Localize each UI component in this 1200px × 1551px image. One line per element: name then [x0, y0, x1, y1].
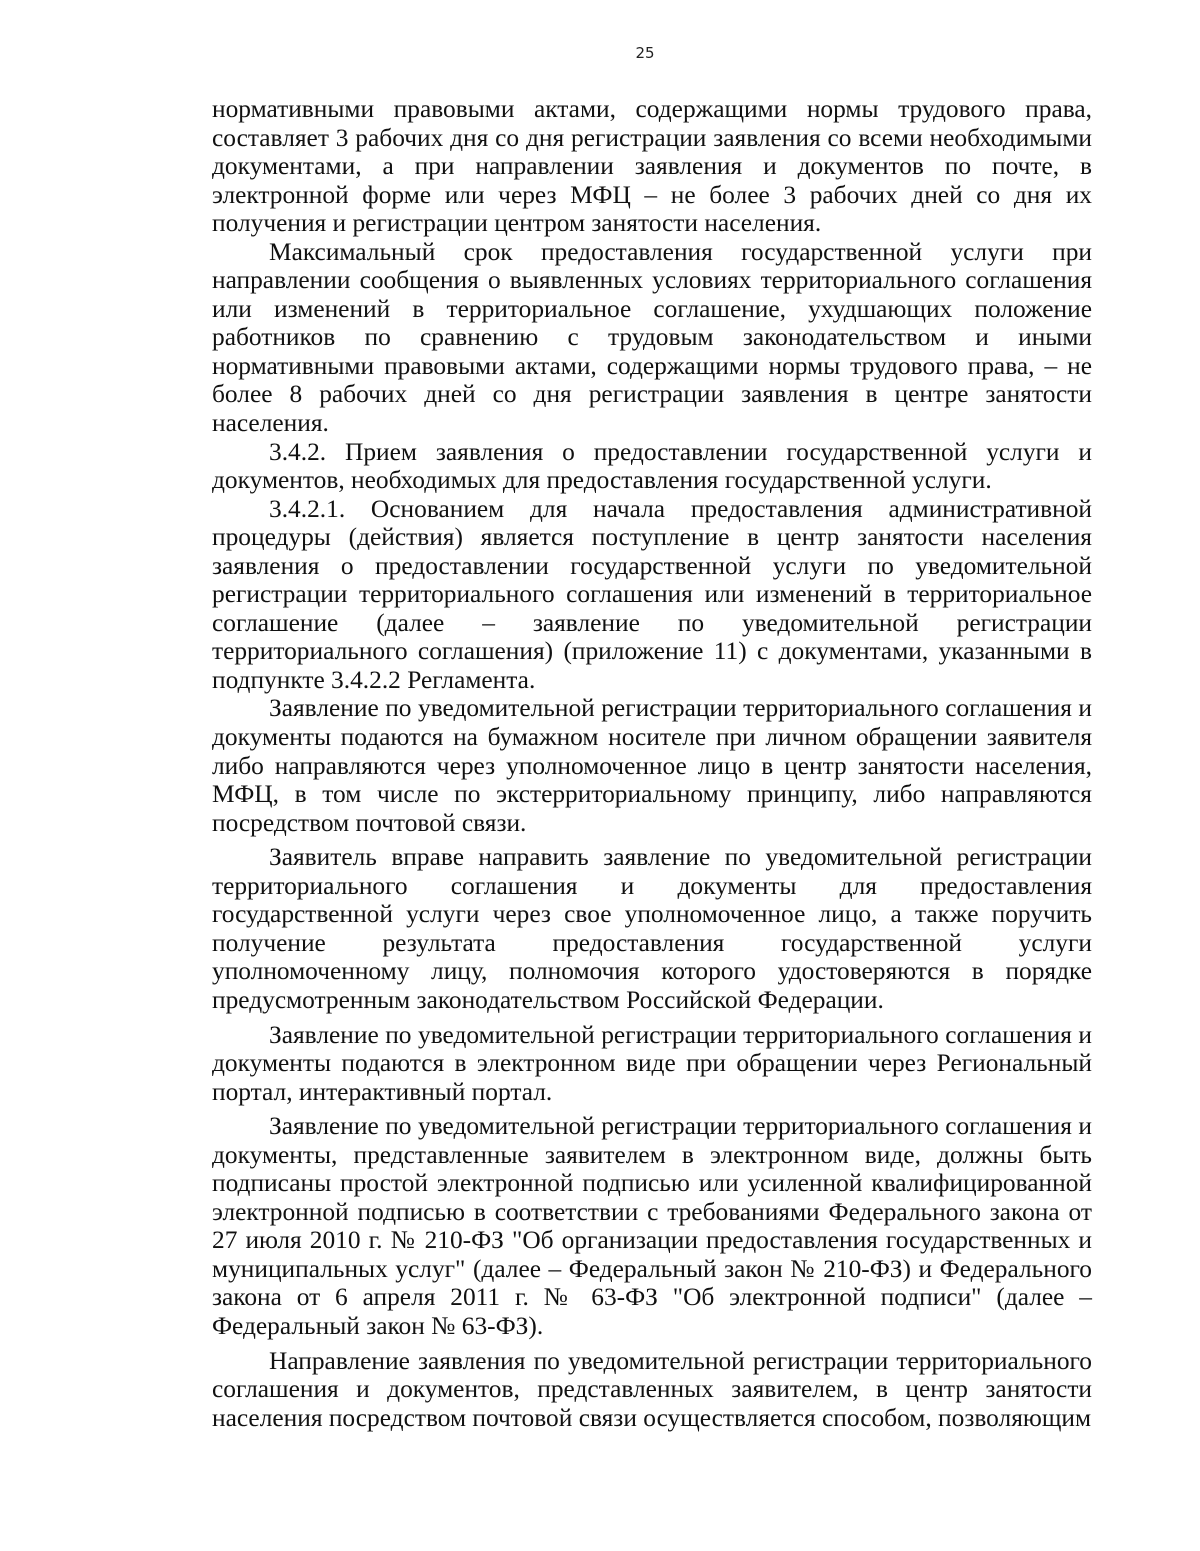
paragraph-paper-submission: Заявление по уведомительной регистрации территориального соглашения и документы подаются на бумажном носителе при личном обращении заявителя либо направляются через уполномоченное лицо в центр занятости населения, МФЦ, в том числе по экстерриториальному принципу, либо направляются посредством почтовой связи. — [212, 694, 1092, 837]
paragraph-electronic-signature: Заявление по уведомительной регистрации территориального соглашения и документы, представленные заявителем в электронном виде, должны быть подписаны простой электронной подписью или усиленной квалифицированной электронной подписью в соответствии с требованиями Федерального закона от 27 июля 2010 г. № 210-ФЗ "Об организации предоставления государственных и муниципальных услуг" (далее – Федеральный закон № 210-ФЗ) и Федерального закона от 6 апреля 2011 г. № 63-ФЗ "Об электронной подписи" (далее – Федеральный закон № 63-ФЗ). — [212, 1112, 1092, 1340]
paragraph-authorized-person: Заявитель вправе направить заявление по уведомительной регистрации территориального соглашения и документы для предоставления государственной услуги через свое уполномоченное лицо, а также поручить получение результата предоставления государственной услуги уполномоченному лицу, полномочия которого удостоверяются в порядке предусмотренным законодательством Российской Федерации. — [212, 843, 1092, 1014]
paragraph-continuation: нормативными правовыми актами, содержащими нормы трудового права, составляет 3 рабочих дня со дня регистрации заявления со всеми необходимыми документами, а при направлении заявления и документов по почте, в электронной форме или через МФЦ – не более 3 рабочих дней со дня их получения и регистрации центром занятости населения. — [212, 95, 1092, 238]
paragraph-postal-submission: Направление заявления по уведомительной регистрации территориального соглашения и документов, представленных заявителем, в центр занятости населения посредством почтовой связи осуществляется способом, позволяющим — [212, 1346, 1092, 1432]
paragraph-3-4-2-1: 3.4.2.1. Основанием для начала предоставления административной процедуры (действия) является поступление в центр занятости населения заявления о предоставлении государственной услуги по уведомительной регистрации территориального соглашения или изменений в территориальное соглашение (далее – заявление по уведомительной регистрации территориального соглашения) (приложение 11) с документами, указанными в подпункте 3.4.2.2 Регламента. — [212, 494, 1092, 694]
body-text — [212, 95, 1092, 1432]
paragraph-electronic-submission: Заявление по уведомительной регистрации территориального соглашения и документы подаются в электронном виде при обращении через Региональный портал, интерактивный портал. — [212, 1020, 1092, 1106]
paragraph-3-4-2: 3.4.2. Прием заявления о предоставлении государственной услуги и документов, необходимых для предоставления государственной услуги. — [212, 437, 1092, 495]
page-number: 25 — [635, 44, 655, 62]
paragraph-max-term: Максимальный срок предоставления государственной услуги при направлении сообщения о выявленных условиях территориального соглашения или изменений в территориальное соглашение, ухудшающих положение работников по сравнению с трудовым законодательством и иными нормативными правовыми актами, содержащими нормы трудового права, – не более 8 рабочих дней со дня регистрации заявления в центре занятости населения. — [212, 237, 1092, 438]
